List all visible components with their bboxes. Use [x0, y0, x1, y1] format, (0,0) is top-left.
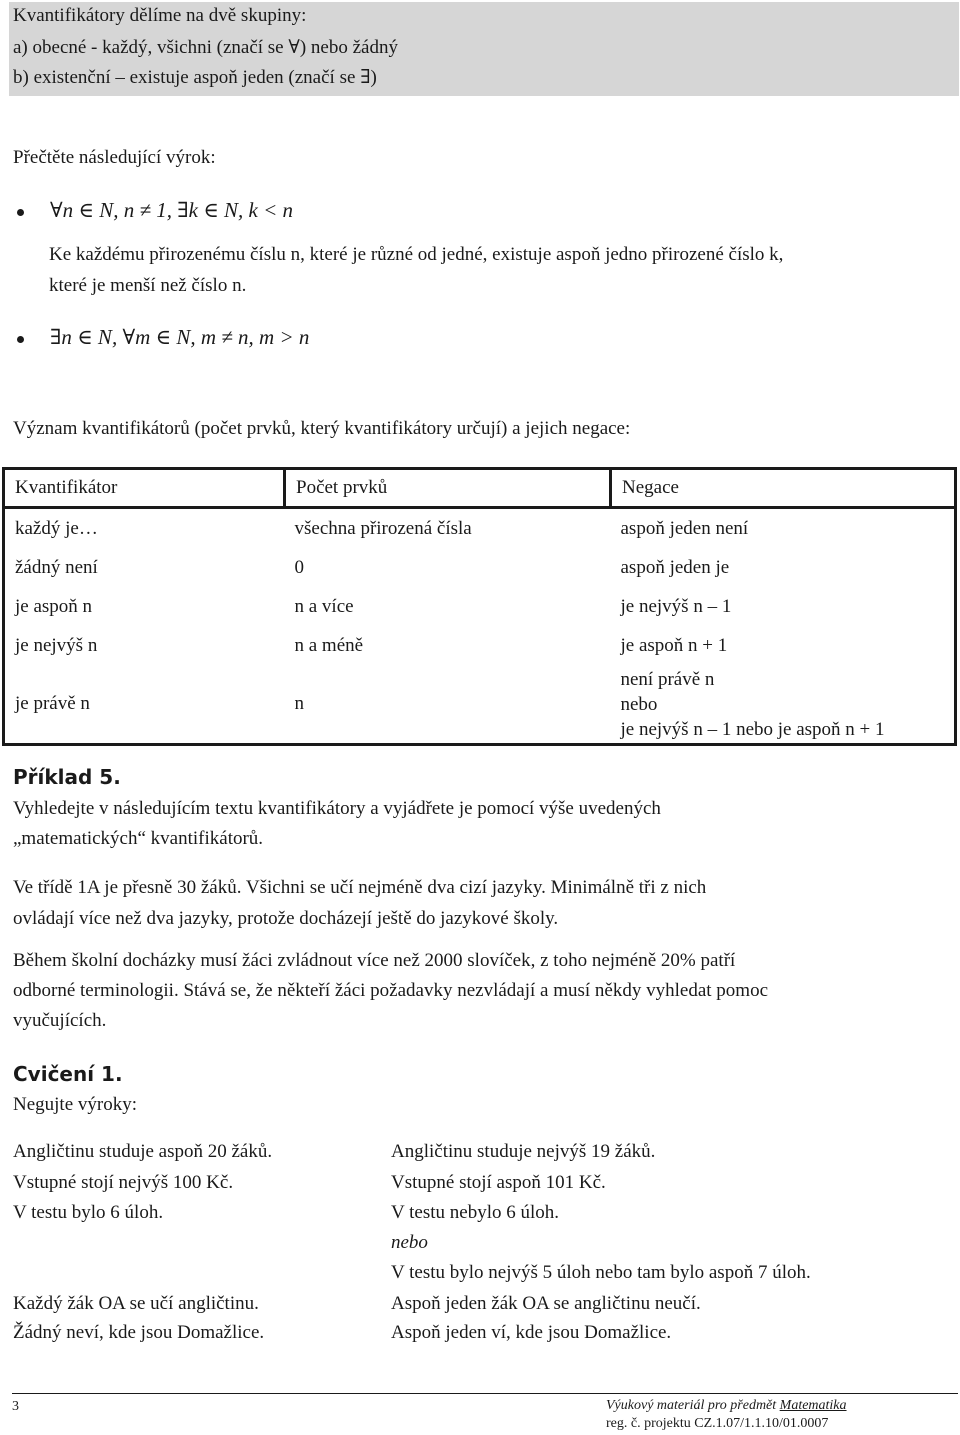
- negation: V testu bylo nejvýš 5 úloh nebo tam bylo aspoň 7 úloh.: [391, 1262, 811, 1283]
- statement: Žádný neví, kde jsou Domažlice.: [13, 1322, 265, 1343]
- meaning-title: Význam kvantifikátorů (počet prvků, který kvantifikátory určují) a jejich negace:: [13, 418, 631, 439]
- example-title: Příklad 5.: [13, 765, 121, 789]
- table-cell: je právě n: [4, 665, 285, 745]
- exercise-task: Negujte výroky:: [13, 1094, 138, 1115]
- table-cell: n: [285, 665, 611, 745]
- example-paragraph-2-line-3: vyučujících.: [13, 1010, 107, 1031]
- intro-line-2-end: ) nebo žádný: [299, 37, 398, 58]
- negation: Vstupné stojí aspoň 101 Kč.: [391, 1172, 606, 1193]
- table-cell: aspoň jeden není: [611, 508, 956, 549]
- negation: Angličtinu studuje nejvýš 19 žáků.: [391, 1141, 656, 1162]
- formula-2: [50, 325, 309, 350]
- table-header-count: Počet prvků: [285, 469, 611, 508]
- footer-project-number: reg. č. projektu CZ.1.07/1.1.10/01.0007: [606, 1416, 829, 1431]
- table-header-quantifier: Kvantifikátor: [4, 469, 285, 508]
- table-cell: je nejvýš n: [4, 626, 285, 665]
- intro-line-1: Kvantifikátory dělíme na dvě skupiny:: [13, 5, 307, 26]
- negation: Aspoň jeden ví, kde jsou Domažlice.: [391, 1322, 672, 1343]
- negation-or-text: nebo: [391, 1232, 428, 1253]
- example-task-line-1: Vyhledejte v následujícím textu kvantifikátory a vyjádřete je pomocí výše uvedených: [13, 798, 661, 819]
- formula-1-explanation-line-2: které je menší než číslo n.: [49, 275, 247, 296]
- negation: V testu nebylo 6 úloh.: [391, 1202, 560, 1223]
- footer-divider: [12, 1393, 958, 1394]
- table-row: [4, 508, 956, 549]
- negation-line-2: nebo: [620, 693, 658, 715]
- page-number: 3: [12, 1399, 19, 1414]
- statement: Vstupné stojí nejvýš 100 Kč.: [13, 1172, 234, 1193]
- table-cell: n a více: [294, 595, 354, 617]
- exists-symbol: ∃: [360, 67, 371, 88]
- table-header-negation: Negace: [611, 469, 956, 508]
- formula-2-text: ∃n ∈ N, ∀m ∈ N, m ≠ n, m > n: [50, 325, 310, 349]
- table-cell: žádný není: [4, 548, 285, 587]
- intro-line-3: [13, 66, 377, 89]
- example-paragraph-2-line-2: odborné terminologii. Stává se, že někteří žáci požadavky nezvládají a musí někdy vyhledat pomoc: [13, 980, 768, 1001]
- formula-1-explanation-line-1: Ke každému přirozenému číslu n, které je různé od jedné, existuje aspoň jedno přirozené číslo k,: [49, 244, 784, 265]
- footer-material-text: Výukový materiál pro předmět: [606, 1398, 780, 1413]
- example-task-line-2: „matematických“ kvantifikátorů.: [13, 828, 264, 849]
- table-cell: všechna přirozená čísla: [294, 517, 472, 539]
- intro-line-3-text: b) existenční – existuje aspoň jeden (značí se: [13, 67, 361, 88]
- statement: Každý žák OA se učí angličtinu.: [13, 1293, 259, 1314]
- bullet-icon: [17, 336, 24, 343]
- footer-material-line: [606, 1398, 847, 1414]
- table-cell: je nejvýš n – 1: [611, 587, 956, 626]
- table-cell: je aspoň n: [4, 587, 285, 626]
- table-row: [4, 548, 956, 587]
- statement: Angličtinu studuje aspoň 20 žáků.: [13, 1141, 273, 1162]
- table-row: [4, 665, 956, 745]
- statement: V testu bylo 6 úloh.: [13, 1202, 164, 1223]
- negation-line-3: je nejvýš n – 1 nebo je aspoň n + 1: [620, 718, 885, 740]
- table-cell: n a méně: [294, 634, 364, 656]
- intro-line-2-text: a) obecné - každý, všichni (značí se: [13, 37, 289, 58]
- table-cell: aspoň jeden je: [611, 548, 956, 587]
- example-paragraph-1-line-2: ovládají více než dva jazyky, protože docházejí ještě do jazykové školy.: [13, 908, 559, 929]
- footer-subject: Matematika: [779, 1398, 847, 1413]
- negation: Aspoň jeden žák OA se angličtinu neučí.: [391, 1293, 701, 1314]
- formula-1: [50, 198, 293, 223]
- intro-line-3-end: ): [370, 67, 377, 88]
- table-cell: je aspoň n + 1: [611, 626, 956, 665]
- table-cell: každý je…: [4, 508, 285, 549]
- negation-line-1: není právě n: [620, 668, 715, 690]
- table-row: [4, 626, 956, 665]
- intro-line-2: [13, 36, 398, 59]
- example-paragraph-2-line-1: Během školní docházky musí žáci zvládnout více než 2000 slovíček, z toho nejméně 20% patří: [13, 950, 736, 971]
- example-paragraph-1-line-1: Ve třídě 1A je přesně 30 žáků. Všichni se učí nejméně dva cizí jazyky. Minimálně tři z nich: [13, 877, 707, 898]
- bullet-icon: [17, 209, 24, 216]
- quantifier-table: [2, 467, 957, 746]
- table-header-row: [4, 469, 956, 508]
- table-cell: 0: [294, 556, 304, 578]
- quantifier-groups-box: [9, 2, 959, 96]
- exercise-title: Cvičení 1.: [13, 1062, 123, 1086]
- formula-1-text: ∀n ∈ N, n ≠ 1, ∃k ∈ N, k < n: [50, 198, 294, 222]
- forall-symbol: ∀: [288, 37, 300, 58]
- read-statement-label: Přečtěte následující výrok:: [13, 147, 216, 168]
- table-row: [4, 587, 956, 626]
- negation-or: [391, 1232, 428, 1254]
- table-cell-multiline: [611, 665, 956, 745]
